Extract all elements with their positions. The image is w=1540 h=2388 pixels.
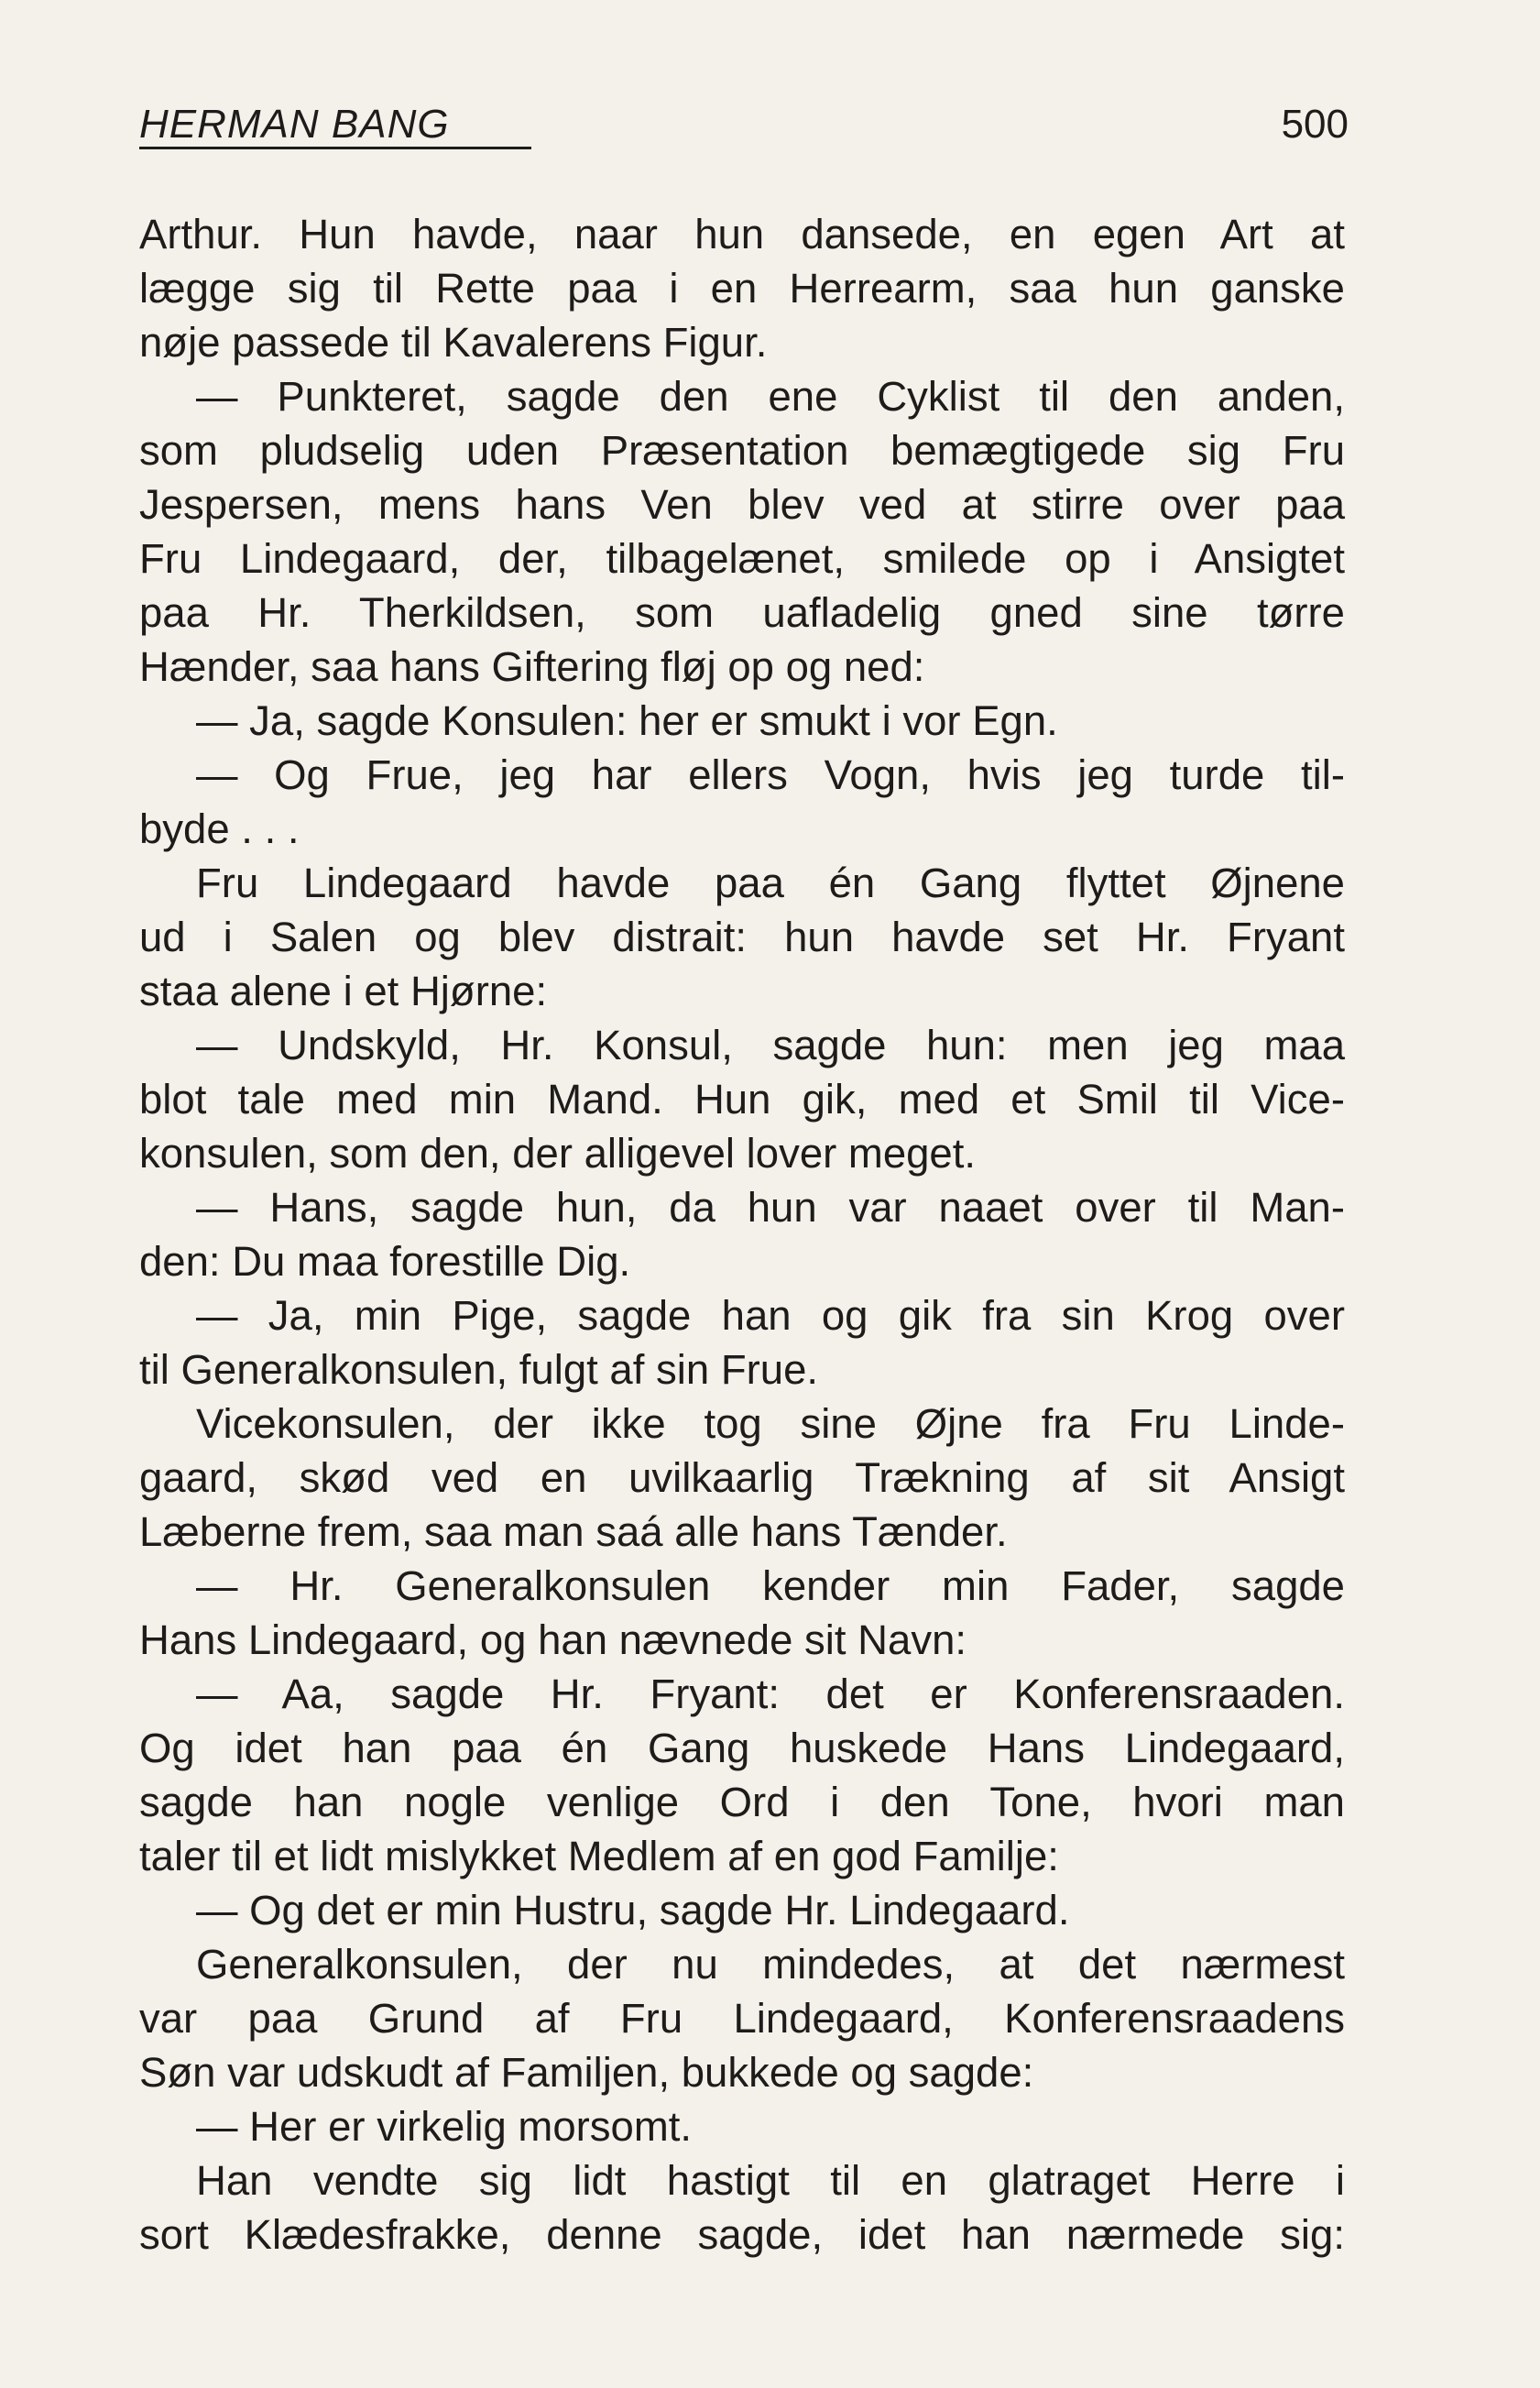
text-line: Hans Lindegaard, og han nævnede sit Navn: (139, 1616, 967, 1663)
text-line: Jespersen, mens hans Ven blev ved at stirre over paa (139, 481, 1345, 528)
text-line: ud i Salen og blev distrait: hun havde set Hr. Fryant (139, 914, 1345, 960)
text-line: — Her er virkelig morsomt. (196, 2103, 693, 2150)
text-line: Vicekonsulen, der ikke tog sine Øjne fra Fru Linde- (196, 1400, 1345, 1447)
text-line: Fru Lindegaard, der, tilbagelænet, smilede op i Ansigtet (139, 535, 1345, 582)
text-line: paa Hr. Therkildsen, som uafladelig gned sine tørre (139, 589, 1345, 636)
text-line: den: Du maa forestille Dig. (139, 1238, 631, 1285)
page-number: 500 (1281, 102, 1349, 147)
header-underline (139, 147, 531, 149)
text-line: Læberne frem, saa man saá alle hans Tænder. (139, 1508, 1008, 1555)
text-line: Fru Lindegaard havde paa én Gang flyttet Øjnene (196, 860, 1345, 906)
text-line: — Undskyld, Hr. Konsul, sagde hun: men jeg maa (196, 1022, 1345, 1068)
text-line: staa alene i et Hjørne: (139, 968, 548, 1014)
text-line: — Ja, min Pige, sagde han og gik fra sin Krog over (196, 1292, 1345, 1339)
text-line: — Aa, sagde Hr. Fryant: det er Konferensraaden. (196, 1671, 1345, 1717)
text-line: som pludselig uden Præsentation bemægtigede sig Fru (139, 427, 1345, 474)
text-line: — Punkteret, sagde den ene Cyklist til den anden, (196, 373, 1345, 420)
text-line: sagde han nogle venlige Ord i den Tone, hvori man (139, 1779, 1345, 1825)
text-line: — Hr. Generalkonsulen kender min Fader, sagde (196, 1562, 1345, 1609)
text-line: blot tale med min Mand. Hun gik, med et Smil til Vice- (139, 1076, 1345, 1123)
text-line: — Og Frue, jeg har ellers Vogn, hvis jeg turde til- (196, 751, 1345, 798)
text-line: Hænder, saa hans Giftering fløj op og ned: (139, 643, 925, 690)
text-line: — Og det er min Hustru, sagde Hr. Lindegaard. (196, 1887, 1070, 1933)
text-line: sort Klædesfrakke, denne sagde, idet han nærmede sig: (139, 2211, 1345, 2258)
text-line: byde . . . (139, 805, 300, 852)
text-line: Arthur. Hun havde, naar hun dansede, en egen Art at (139, 211, 1345, 257)
text-line: taler til et lidt mislykket Medlem af en god Familje: (139, 1833, 1059, 1879)
running-head (139, 99, 1349, 154)
text-line: var paa Grund af Fru Lindegaard, Konferensraadens (139, 1995, 1345, 2042)
body-text (139, 207, 1345, 2262)
text-line: — Hans, sagde hun, da hun var naaet over til Man- (196, 1184, 1345, 1231)
text-line: Og idet han paa én Gang huskede Hans Lindegaard, (139, 1725, 1345, 1771)
text-line: gaard, skød ved en uvilkaarlig Trækning af sit Ansigt (139, 1454, 1345, 1501)
text-line: Generalkonsulen, der nu mindedes, at det nærmest (196, 1941, 1345, 1988)
text-line: konsulen, som den, der alligevel lover meget. (139, 1130, 977, 1177)
text-line: Søn var udskudt af Familjen, bukkede og sagde: (139, 2049, 1034, 2096)
text-line: Han vendte sig lidt hastigt til en glatraget Herre i (196, 2157, 1345, 2204)
text-line: lægge sig til Rette paa i en Herrearm, saa hun ganske (139, 265, 1345, 312)
text-line: til Generalkonsulen, fulgt af sin Frue. (139, 1346, 819, 1393)
author-header: HERMAN BANG (139, 102, 450, 147)
text-line: — Ja, sagde Konsulen: her er smukt i vor Egn. (196, 697, 1058, 744)
text-line: nøje passede til Kavalerens Figur. (139, 319, 768, 366)
